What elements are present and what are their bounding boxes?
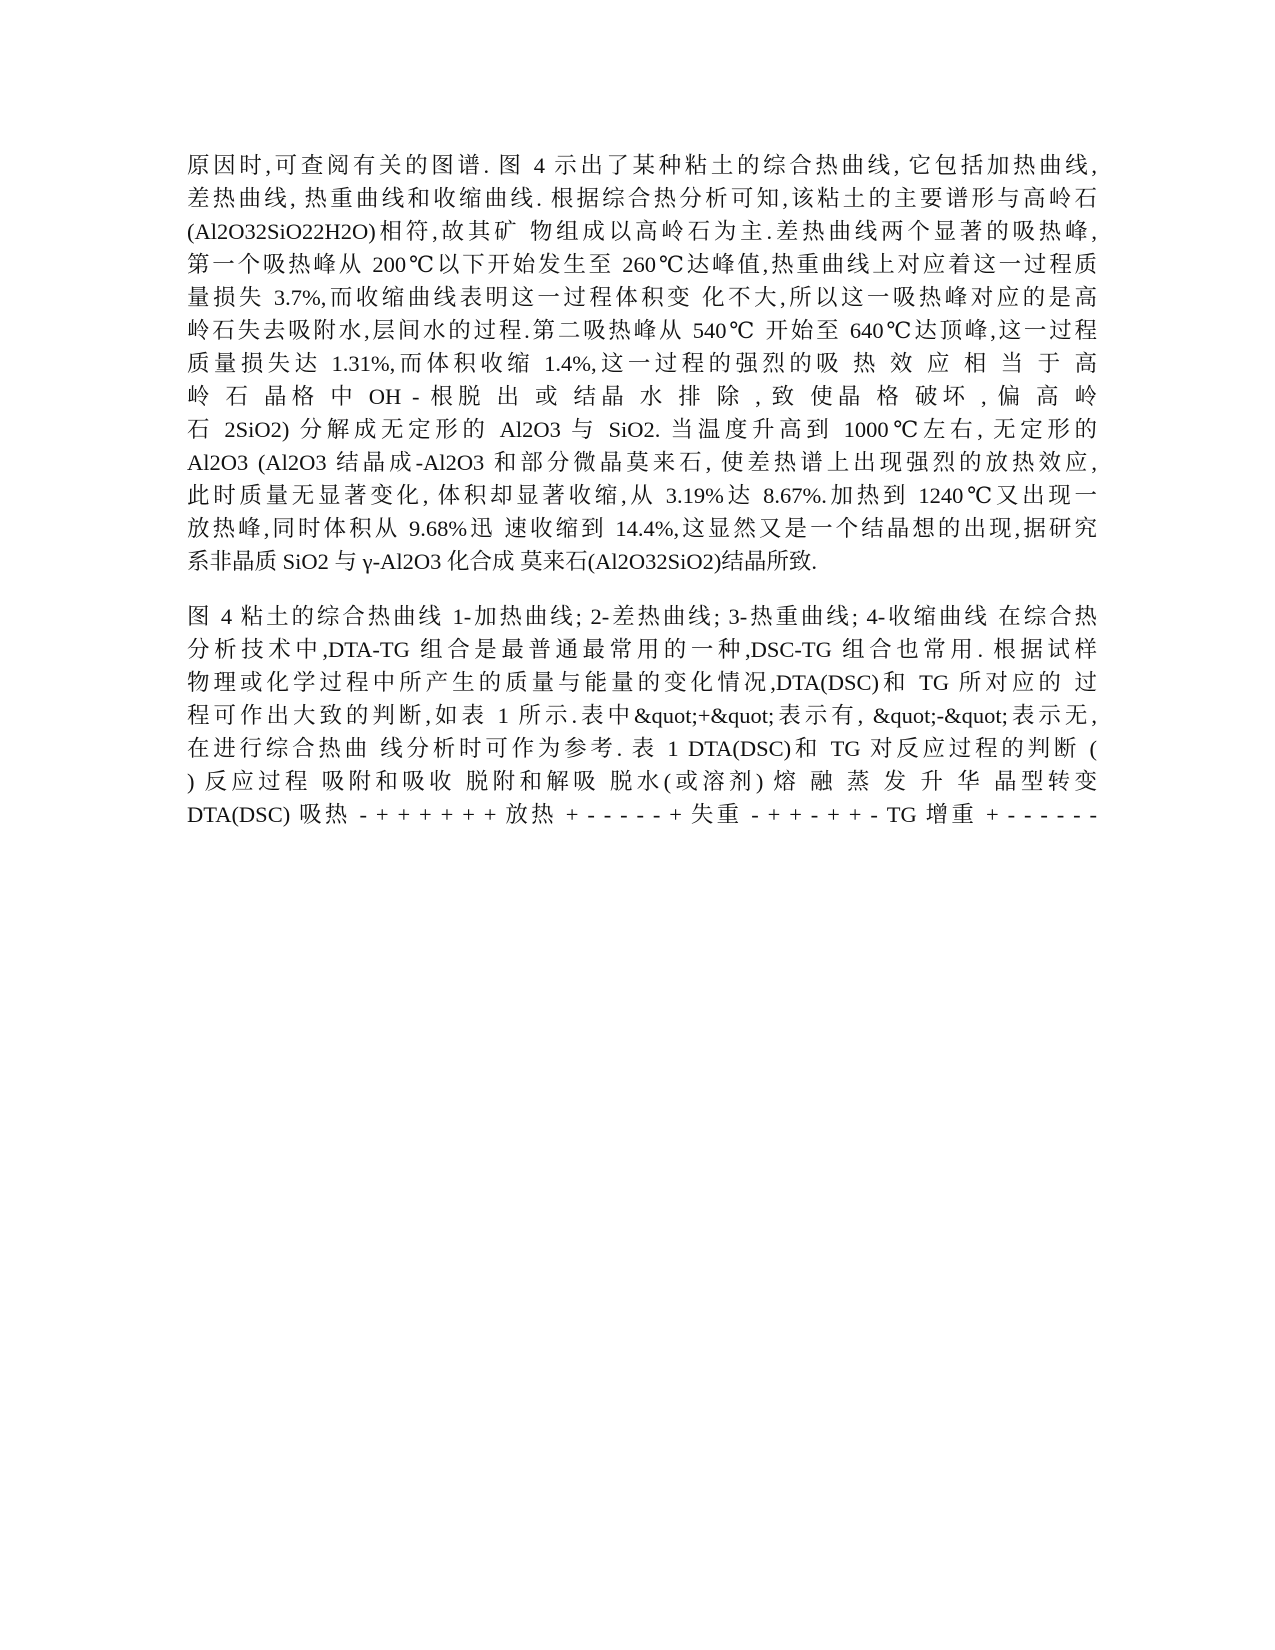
text-line: DTA(DSC) 吸热 - + + + + + + 放热 + - - - - - + 失重 - + + - + + - TG 增重 + - - - - - - [187,802,1097,827]
paragraph-thermal-analysis [187,149,1097,578]
text-line: 第一个吸热峰从 200℃以下开始发生至 260℃达峰值,热重曲线上对应着这一过程质 [187,252,1097,277]
text-line: 在进行综合热曲 线分析时可作为参考. 表 1 DTA(DSC)和 TG 对反应过程的判断 ( [187,736,1097,761]
text-line: 物理或化学过程中所产生的质量与能量的变化情况,DTA(DSC)和 TG 所对应的 过 [187,670,1097,695]
text-line: 原因时,可查阅有关的图谱. 图 4 示出了某种粘土的综合热曲线, 它包括加热曲线, [187,153,1097,178]
text-line: 程可作出大致的判断,如表 1 所示.表中&quot;+&quot;表示有, &quot;-&quot;表示无, [187,703,1097,728]
text-line: ) 反应过程 吸附和吸收 脱附和解吸 脱水(或溶剂) 熔 融 蒸 发 升 华 晶型转变 [187,769,1097,794]
text-line: 质量损失达 1.31%,而体积收缩 1.4%,这一过程的强烈的吸 热 效 应 相 当 于 高 [187,351,1097,376]
text-line: 岭石失去吸附水,层间水的过程.第二吸热峰从 540℃ 开始至 640℃达顶峰,这一过程 [187,318,1097,343]
text-line: 分析技术中,DTA-TG 组合是最普通最常用的一种,DSC-TG 组合也常用. 根据试样 [187,637,1097,662]
text-line: (Al2O32SiO22H2O)相符,故其矿 物组成以高岭石为主.差热曲线两个显著的吸热峰, [187,219,1097,244]
text-line: 放热峰,同时体积从 9.68%迅 速收缩到 14.4%,这显然又是一个结晶想的出现,据研究 [187,516,1097,541]
text-line: 岭 石 晶格 中 OH - 根脱 出 或 结晶 水 排 除 , 致 使晶 格 破坏 , 偏 高 岭 [187,384,1097,409]
text-line: 图 4 粘土的综合热曲线 1-加热曲线; 2-差热曲线; 3-热重曲线; 4-收缩曲线 在综合热 [187,604,1097,629]
text-line: 系非晶质 SiO2 与 γ-Al2O3 化合成 莫来石(Al2O32SiO2)结晶所致. [187,549,817,574]
text-line: 此时质量无显著变化, 体积却显著收缩,从 3.19%达 8.67%.加热到 1240℃又出现一 [187,483,1097,508]
text-line: 差热曲线, 热重曲线和收缩曲线. 根据综合热分析可知,该粘土的主要谱形与高岭石 [187,186,1097,211]
text-line: 量损失 3.7%,而收缩曲线表明这一过程体积变 化不大,所以这一吸热峰对应的是高 [187,285,1097,310]
text-line: Al2O3 (Al2O3 结晶成-Al2O3 和部分微晶莫来石, 使差热谱上出现强烈的放热效应, [187,450,1097,475]
paragraph-figure-caption-and-table [187,600,1097,831]
text-line: 石 2SiO2) 分解成无定形的 Al2O3 与 SiO2. 当温度升高到 1000℃左右, 无定形的 [187,417,1097,442]
